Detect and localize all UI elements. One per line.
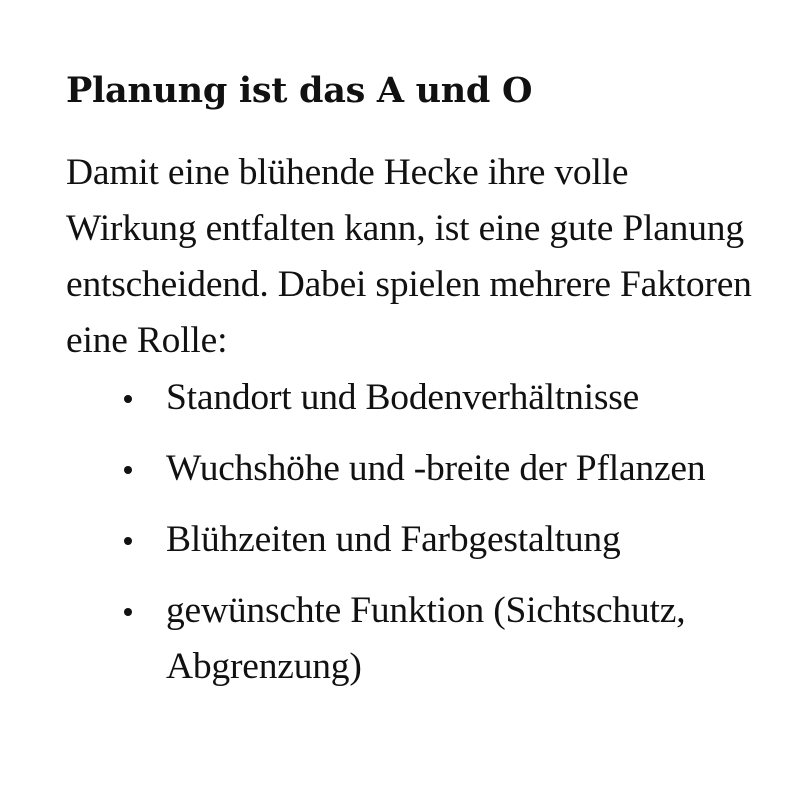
list-item-text: Standort und Bodenverhältnisse <box>166 377 640 418</box>
factor-list <box>120 370 760 710</box>
list-item-text: Blühzeiten und Farbgestaltung <box>166 519 621 560</box>
list-item-text: gewünschte Funktion (Sichtschutz, Abgrenzung) <box>166 590 702 687</box>
list-item <box>120 512 760 568</box>
list-item <box>120 583 760 695</box>
list-item <box>120 441 760 497</box>
intro-paragraph: Damit eine blühende Hecke ihre volle Wirkung entfalten kann, ist eine gute Planung entscheidend. Dabei spielen mehrere Faktoren eine Rolle: <box>66 152 752 361</box>
list-item-text: Wuchshöhe und -breite der Pflanzen <box>166 448 706 489</box>
section-heading: Planung ist das A und O <box>66 70 533 111</box>
list-item <box>120 370 760 426</box>
